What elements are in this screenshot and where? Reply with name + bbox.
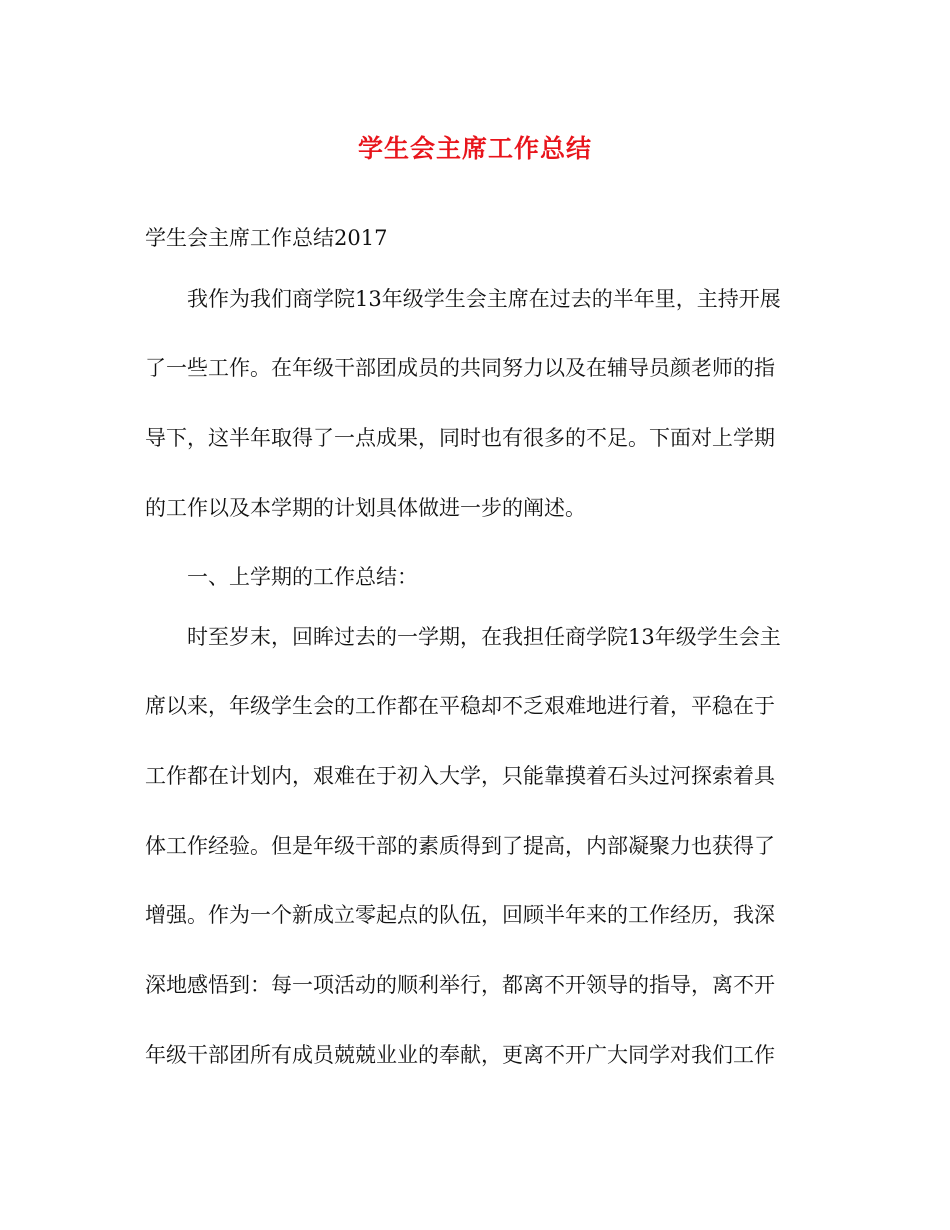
paragraph-line: 年级干部团所有成员兢兢业业的奉献，更离不开广大同学对我们工作 [145,1043,775,1067]
paragraph-line: 的工作以及本学期的计划具体做进一步的阐述。 [145,496,586,520]
paragraph-line: 我作为我们商学院13年级学生会主席在过去的半年里，主持开展 [187,287,781,311]
paragraph-line: 时至岁末，回眸过去的一学期，在我担任商学院13年级学生会主 [187,625,781,649]
paragraph-line: 席以来，年级学生会的工作都在平稳却不乏艰难地进行着，平稳在于 [145,694,775,718]
paragraph-line: 深地感悟到：每一项活动的顺利举行，都离不开领导的指导，离不开 [145,973,775,997]
paragraph-line: 增强。作为一个新成立零起点的队伍，回顾半年来的工作经历，我深 [145,903,775,927]
document-title: 学生会主席工作总结 [357,134,592,163]
paragraph-line: 了一些工作。在年级干部团成员的共同努力以及在辅导员颜老师的指 [145,356,775,380]
paragraph-line: 工作都在计划内，艰难在于初入大学，只能靠摸着石头过河探索着具 [145,764,775,788]
document-subtitle: 学生会主席工作总结2017 [145,226,388,250]
paragraph-line: 导下，这半年取得了一点成果，同时也有很多的不足。下面对上学期 [145,426,775,450]
paragraph-line: 体工作经验。但是年级干部的素质得到了提高，内部凝聚力也获得了 [145,834,775,858]
section-heading: 一、上学期的工作总结： [187,565,418,589]
